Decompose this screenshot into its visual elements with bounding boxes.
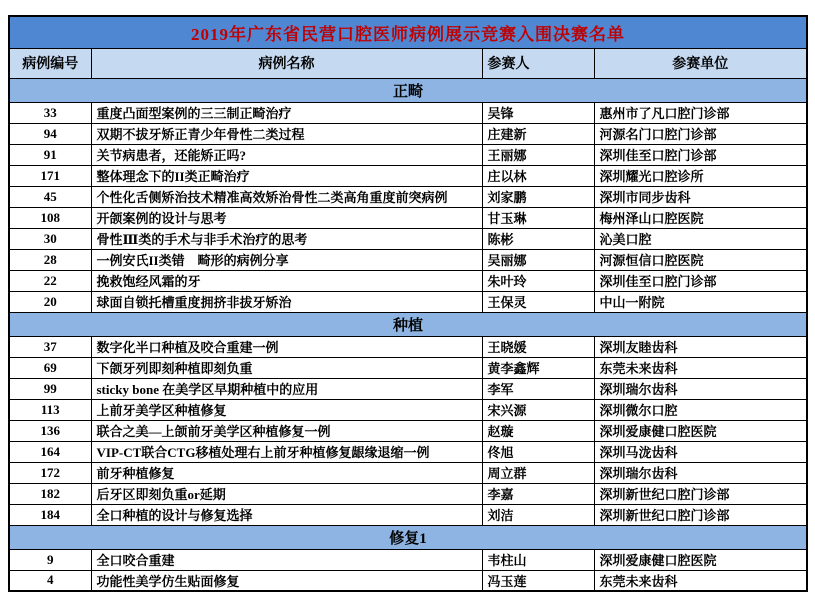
case-name-cell: 整体理念下的II类正畸治疗 xyxy=(91,165,482,186)
participant-cell: 韦柱山 xyxy=(482,549,594,570)
unit-cell: 深圳市同步齿科 xyxy=(594,186,807,207)
unit-cell: 深圳瑞尔齿科 xyxy=(594,462,807,483)
participant-cell: 王保灵 xyxy=(482,291,594,312)
case-id-cell: 30 xyxy=(9,228,91,249)
participant-cell: 赵璇 xyxy=(482,420,594,441)
unit-cell: 深圳瑞尔齿科 xyxy=(594,378,807,399)
unit-cell: 深圳新世纪口腔门诊部 xyxy=(594,483,807,504)
unit-cell: 惠州市了凡口腔门诊部 xyxy=(594,102,807,123)
case-id-cell: 28 xyxy=(9,249,91,270)
case-name-cell: 重度凸面型案例的三三制正畸治疗 xyxy=(91,102,482,123)
table-row xyxy=(9,16,807,48)
case-id-cell: 20 xyxy=(9,291,91,312)
table-row xyxy=(9,270,807,291)
section-label: 正畸 xyxy=(9,78,807,102)
table-row xyxy=(9,420,807,441)
participant-cell: 佟旭 xyxy=(482,441,594,462)
case-name-cell: 一例安氏II类错 畸形的病例分享 xyxy=(91,249,482,270)
table-row xyxy=(9,165,807,186)
case-id-cell: 113 xyxy=(9,399,91,420)
case-name-cell: 骨性Ⅲ类的手术与非手术治疗的思考 xyxy=(91,228,482,249)
case-id-cell: 184 xyxy=(9,504,91,525)
unit-cell: 深圳微尔口腔 xyxy=(594,399,807,420)
case-name-cell: 联合之美—上颌前牙美学区种植修复一例 xyxy=(91,420,482,441)
section-header-implant xyxy=(9,312,807,336)
table-row xyxy=(9,462,807,483)
unit-cell: 梅州泽山口腔医院 xyxy=(594,207,807,228)
table-row xyxy=(9,48,807,78)
page-title: 2019年广东省民营口腔医师病例展示竞赛入围决赛名单 xyxy=(9,16,807,48)
unit-cell: 深圳新世纪口腔门诊部 xyxy=(594,504,807,525)
section-header-restoration xyxy=(9,525,807,549)
case-id-cell: 4 xyxy=(9,570,91,591)
case-id-cell: 164 xyxy=(9,441,91,462)
table-row xyxy=(9,228,807,249)
participant-cell: 吴锋 xyxy=(482,102,594,123)
unit-cell: 东莞未来齿科 xyxy=(594,570,807,591)
case-id-cell: 37 xyxy=(9,336,91,357)
participant-cell: 刘家鹏 xyxy=(482,186,594,207)
column-header-case-id: 病例编号 xyxy=(9,48,91,78)
table-row xyxy=(9,186,807,207)
section-label: 修复1 xyxy=(9,525,807,549)
unit-cell: 深圳马泷齿科 xyxy=(594,441,807,462)
table-row xyxy=(9,207,807,228)
table-row xyxy=(9,483,807,504)
participant-cell: 甘玉琳 xyxy=(482,207,594,228)
case-id-cell: 94 xyxy=(9,123,91,144)
unit-cell: 深圳友睦齿科 xyxy=(594,336,807,357)
participant-cell: 庄建新 xyxy=(482,123,594,144)
case-id-cell: 9 xyxy=(9,549,91,570)
case-name-cell: 开颌案例的设计与思考 xyxy=(91,207,482,228)
unit-cell: 深圳佳至口腔门诊部 xyxy=(594,270,807,291)
participant-cell: 李嘉 xyxy=(482,483,594,504)
table-row xyxy=(9,123,807,144)
case-name-cell: 数字化半口种植及咬合重建一例 xyxy=(91,336,482,357)
participant-cell: 王晓媛 xyxy=(482,336,594,357)
table-row xyxy=(9,249,807,270)
column-header-case-name: 病例名称 xyxy=(91,48,482,78)
case-name-cell: 个性化舌侧矫治技术精准高效矫治骨性二类高角重度前突病例 xyxy=(91,186,482,207)
table-row xyxy=(9,441,807,462)
table-row xyxy=(9,102,807,123)
unit-cell: 河源名门口腔门诊部 xyxy=(594,123,807,144)
case-id-cell: 22 xyxy=(9,270,91,291)
unit-cell: 河源恒信口腔医院 xyxy=(594,249,807,270)
case-id-cell: 171 xyxy=(9,165,91,186)
unit-cell: 东莞未来齿科 xyxy=(594,357,807,378)
case-name-cell: 关节病患者，还能矫正吗? xyxy=(91,144,482,165)
case-id-cell: 108 xyxy=(9,207,91,228)
case-id-cell: 172 xyxy=(9,462,91,483)
case-name-cell: 全口种植的设计与修复选择 xyxy=(91,504,482,525)
case-name-cell: sticky bone 在美学区早期种植中的应用 xyxy=(91,378,482,399)
participant-cell: 吴丽娜 xyxy=(482,249,594,270)
table-row xyxy=(9,504,807,525)
case-id-cell: 91 xyxy=(9,144,91,165)
unit-cell: 深圳耀光口腔诊所 xyxy=(594,165,807,186)
roster-sheet xyxy=(8,15,806,592)
participant-cell: 刘洁 xyxy=(482,504,594,525)
case-name-cell: 球面自锁托槽重度拥挤非拔牙矫治 xyxy=(91,291,482,312)
unit-cell: 沁美口腔 xyxy=(594,228,807,249)
unit-cell: 中山一附院 xyxy=(594,291,807,312)
case-name-cell: 全口咬合重建 xyxy=(91,549,482,570)
participant-cell: 冯玉莲 xyxy=(482,570,594,591)
case-id-cell: 45 xyxy=(9,186,91,207)
column-header-participant: 参赛人 xyxy=(482,48,594,78)
participant-cell: 黄李鑫辉 xyxy=(482,357,594,378)
case-name-cell: 前牙种植修复 xyxy=(91,462,482,483)
table-row xyxy=(9,336,807,357)
participant-cell: 陈彬 xyxy=(482,228,594,249)
participant-cell: 李军 xyxy=(482,378,594,399)
table-row xyxy=(9,549,807,570)
case-name-cell: 后牙区即刻负重or延期 xyxy=(91,483,482,504)
participant-cell: 王丽娜 xyxy=(482,144,594,165)
case-name-cell: 上前牙美学区种植修复 xyxy=(91,399,482,420)
table-row xyxy=(9,378,807,399)
unit-cell: 深圳爱康健口腔医院 xyxy=(594,420,807,441)
case-id-cell: 99 xyxy=(9,378,91,399)
finalist-table xyxy=(8,15,808,592)
table-row xyxy=(9,144,807,165)
case-name-cell: 功能性美学仿生贴面修复 xyxy=(91,570,482,591)
case-name-cell: VIP-CT联合CTG移植处理右上前牙种植修复龈缘退缩一例 xyxy=(91,441,482,462)
table-row xyxy=(9,291,807,312)
case-id-cell: 136 xyxy=(9,420,91,441)
table-row xyxy=(9,399,807,420)
case-id-cell: 33 xyxy=(9,102,91,123)
case-name-cell: 双期不拔牙矫正青少年骨性二类过程 xyxy=(91,123,482,144)
participant-cell: 庄以林 xyxy=(482,165,594,186)
section-label: 种植 xyxy=(9,312,807,336)
participant-cell: 宋兴源 xyxy=(482,399,594,420)
participant-cell: 朱叶玲 xyxy=(482,270,594,291)
unit-cell: 深圳佳至口腔门诊部 xyxy=(594,144,807,165)
case-id-cell: 69 xyxy=(9,357,91,378)
case-name-cell: 挽救饱经风霜的牙 xyxy=(91,270,482,291)
case-name-cell: 下颌牙列即刻种植即刻负重 xyxy=(91,357,482,378)
participant-cell: 周立群 xyxy=(482,462,594,483)
column-header-unit: 参赛单位 xyxy=(594,48,807,78)
section-header-orthodontics xyxy=(9,78,807,102)
table-row xyxy=(9,570,807,591)
table-row xyxy=(9,357,807,378)
unit-cell: 深圳爱康健口腔医院 xyxy=(594,549,807,570)
case-id-cell: 182 xyxy=(9,483,91,504)
